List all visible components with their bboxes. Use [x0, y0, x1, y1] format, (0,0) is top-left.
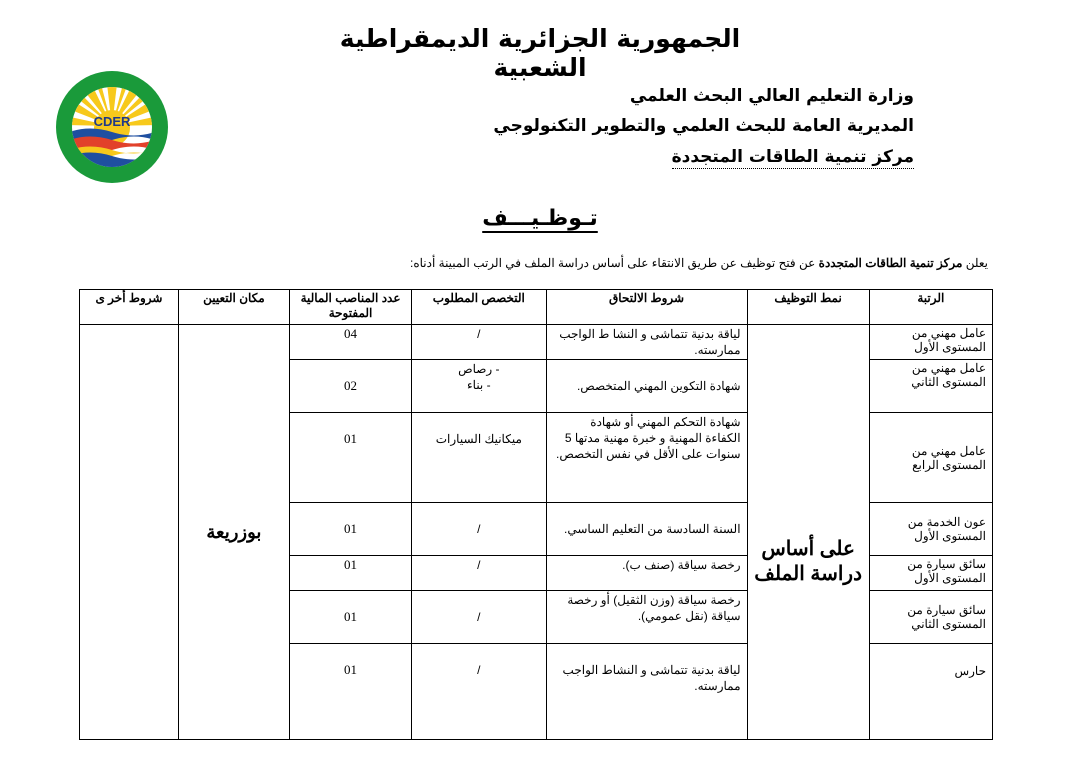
- table-header-row: [80, 290, 993, 325]
- cell-rank: سائق سيارة من المستوى الأول: [869, 556, 992, 591]
- header-place: مكان التعيين: [178, 290, 289, 325]
- cder-logo-icon: [55, 70, 169, 184]
- cell-rank: سائق سيارة من المستوى الثاني: [869, 591, 992, 644]
- cell-rank: عامل مهني من المستوى الثاني: [869, 360, 992, 413]
- cell-other-conditions: [80, 325, 179, 740]
- cell-positions: 01: [289, 591, 411, 644]
- intro-rest: عن فتح توظيف عن طريق الانتقاء على أساس دراسة الملف في الرتب المبينة أدناه:: [410, 256, 816, 270]
- cell-rank: عامل مهني من المستوى الأول: [869, 325, 992, 360]
- cell-specialty: /: [412, 644, 546, 740]
- intro-prefix: يعلن: [965, 256, 988, 270]
- cell-specialty: /: [412, 556, 546, 591]
- cell-conditions: شهادة التحكم المهني أو شهادة الكفاءة المهنية و خبرة مهنية مدتها 5 سنوات على الأقل في نفس التخصص.: [546, 413, 747, 503]
- cell-conditions: السنة السادسة من التعليم الساسي.: [546, 503, 747, 556]
- cell-positions: 01: [289, 503, 411, 556]
- cell-conditions: شهادة التكوين المهني المتخصص.: [546, 360, 747, 413]
- cell-conditions: لياقة بدنية تتماشى و النشا ط الواجب ممارسته.: [546, 325, 747, 360]
- header-positions: عدد المناصب المالية المفتوحة: [289, 290, 411, 325]
- cell-conditions: رخصة سياقة (صنف ب).: [546, 556, 747, 591]
- cell-positions: 01: [289, 556, 411, 591]
- table-row: [80, 325, 993, 360]
- cell-rank: عون الخدمة من المستوى الأول: [869, 503, 992, 556]
- cell-positions: 01: [289, 644, 411, 740]
- jobs-table: [79, 289, 993, 740]
- logo-acronym: CDER: [93, 114, 131, 129]
- cell-rank: حارس: [869, 644, 992, 740]
- header-specialty: التخصص المطلوب: [412, 290, 546, 325]
- directorate-name: المديرية العامة للبحث العلمي والتطوير التكنولوجي: [493, 116, 914, 136]
- cell-specialty: ميكانيك السيارات: [412, 413, 546, 503]
- intro-org: مركز تنمية الطاقات المتجددة: [818, 256, 963, 270]
- center-name: مركز تنمية الطاقات المتجددة: [671, 147, 914, 167]
- cell-specialty: /: [412, 325, 546, 360]
- header-conditions: شروط الالتحاق: [546, 290, 747, 325]
- ministry-name: وزارة التعليم العالي البحث العلمي: [629, 86, 914, 106]
- page-title: تـوظـيـــف: [482, 206, 598, 231]
- cell-specialty: /: [412, 591, 546, 644]
- cell-positions: 02: [289, 360, 411, 413]
- intro-text: [410, 256, 988, 270]
- cell-recruitment-mode: على أساس دراسة الملف: [747, 325, 869, 740]
- header-rank: الرتبة: [869, 290, 992, 325]
- header-other: شروط أخر ى: [80, 290, 179, 325]
- cell-assignment-place: بوزريعة: [178, 325, 289, 740]
- cell-specialty: /: [412, 503, 546, 556]
- republic-title: الجمهورية الجزائرية الديمقراطية الشعبية: [339, 24, 741, 82]
- header-mode: نمط التوظيف: [747, 290, 869, 325]
- cell-positions: 04: [289, 325, 411, 360]
- cell-specialty: - رصاص - بناء: [412, 360, 546, 413]
- cell-conditions: رخصة سياقة (وزن الثقيل) أو رخصة سياقة (نقل عمومي).: [546, 591, 747, 644]
- cder-logo: [55, 70, 169, 184]
- cell-conditions: لياقة بدنية تتماشى و النشاط الواجب ممارسته.: [546, 644, 747, 740]
- cell-positions: 01: [289, 413, 411, 503]
- cell-rank: عامل مهني من المستوى الرابع: [869, 413, 992, 503]
